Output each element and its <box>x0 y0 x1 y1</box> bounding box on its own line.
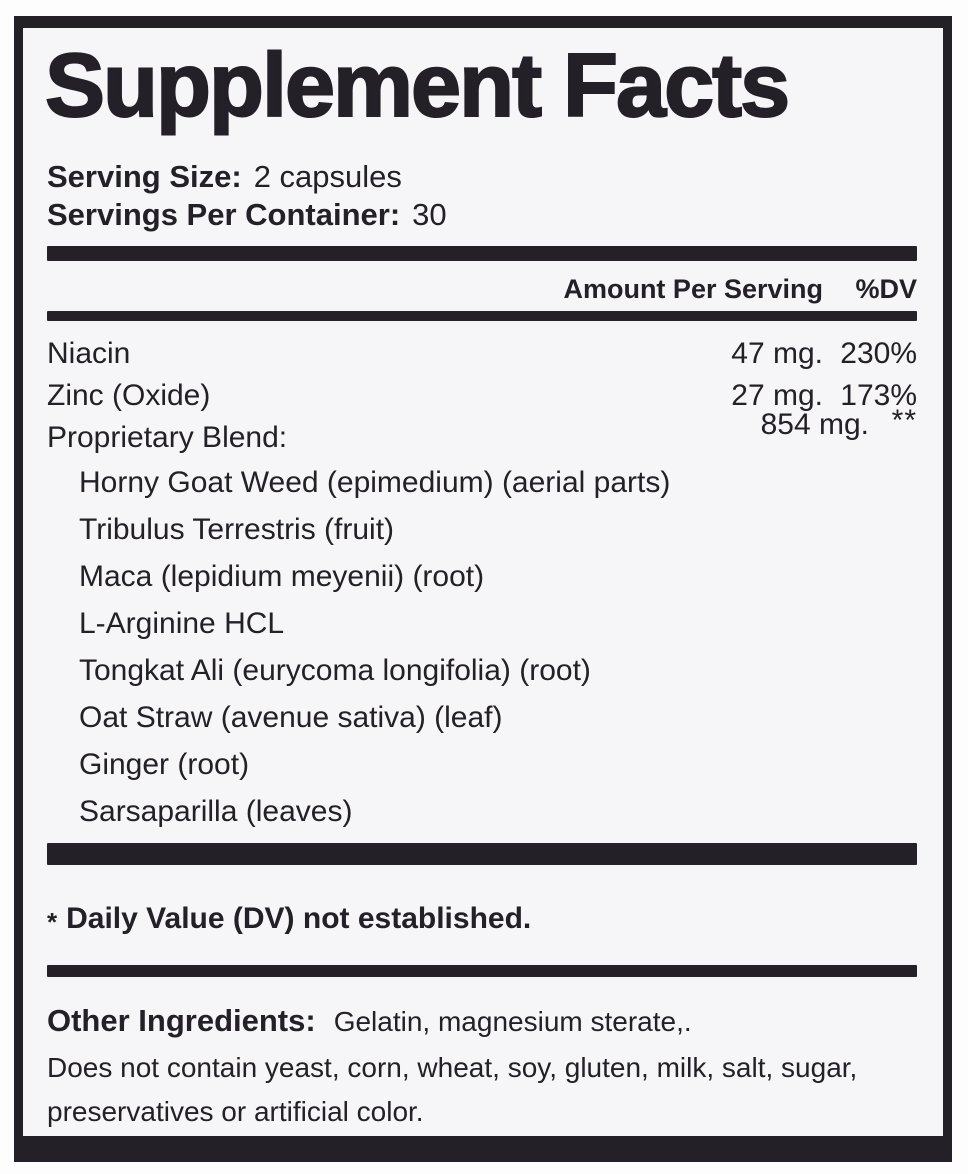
list-item: Tongkat Ali (eurycoma longifolia) (root) <box>79 654 591 687</box>
serving-size-label: Serving Size: <box>47 159 242 194</box>
list-item: Tribulus Terrestris (fruit) <box>79 513 395 546</box>
daily-value-footnote <box>47 899 917 939</box>
list-item: L-Arginine HCL <box>79 607 285 640</box>
footnote-text: Daily Value (DV) not established. <box>66 902 532 935</box>
table-row <box>47 404 917 459</box>
nutrient-dv: 173% <box>840 379 917 412</box>
list-item: Maca (lepidium meyenii) (root) <box>79 560 485 593</box>
other-ingredients-label: Other Ingredients: <box>47 1003 316 1038</box>
divider-thick-top <box>47 246 917 261</box>
list-item: Sarsaparilla (leaves) <box>79 795 353 828</box>
page-title: Supplement Facts <box>45 36 789 136</box>
percent-dv-header: %DV <box>855 274 917 304</box>
nutrient-amount: 854 mg. <box>760 408 869 441</box>
supplement-facts-panel <box>14 16 952 1162</box>
nutrient-dv: ** <box>891 404 917 437</box>
nutrient-name: Zinc (Oxide) <box>47 379 211 412</box>
amount-per-serving-header: Amount Per Serving <box>563 274 823 304</box>
serving-info <box>47 158 917 234</box>
table-row <box>47 333 917 375</box>
list-item: Oat Straw (avenue sativa) (leaf) <box>79 701 503 734</box>
proprietary-blend-list <box>47 459 917 835</box>
disclaimer-line: Does not contain yeast, corn, wheat, soy, gluten, milk, salt, sugar, <box>47 1052 858 1083</box>
servings-per-container-line <box>47 196 917 234</box>
nutrient-name: Proprietary Blend: <box>47 421 288 454</box>
nutrient-name: Niacin <box>47 337 131 370</box>
asterisk-marker: * <box>47 907 58 937</box>
servings-per-container-value: 30 <box>412 197 447 232</box>
list-item: Ginger (root) <box>79 748 250 781</box>
nutrient-amount: 47 mg. <box>731 337 823 370</box>
serving-size-value: 2 capsules <box>253 159 402 194</box>
divider-medium-header <box>47 311 917 321</box>
servings-per-container-label: Servings Per Container: <box>47 197 401 232</box>
nutrient-rows <box>47 333 917 459</box>
allergen-disclaimer <box>47 1046 917 1134</box>
divider-thin <box>47 965 917 977</box>
nutrient-amount: 27 mg. <box>731 379 823 412</box>
other-ingredients-value: Gelatin, magnesium sterate,. <box>333 1006 692 1037</box>
serving-size-line <box>47 158 917 196</box>
list-item: Horny Goat Weed (epimedium) (aerial parts) <box>79 466 671 499</box>
nutrient-dv: 230% <box>840 337 917 370</box>
other-ingredients-line <box>47 1001 917 1042</box>
disclaimer-line: preservatives or artificial color. <box>47 1096 424 1127</box>
column-header-row <box>47 261 917 311</box>
divider-thick-bottom <box>47 843 917 865</box>
